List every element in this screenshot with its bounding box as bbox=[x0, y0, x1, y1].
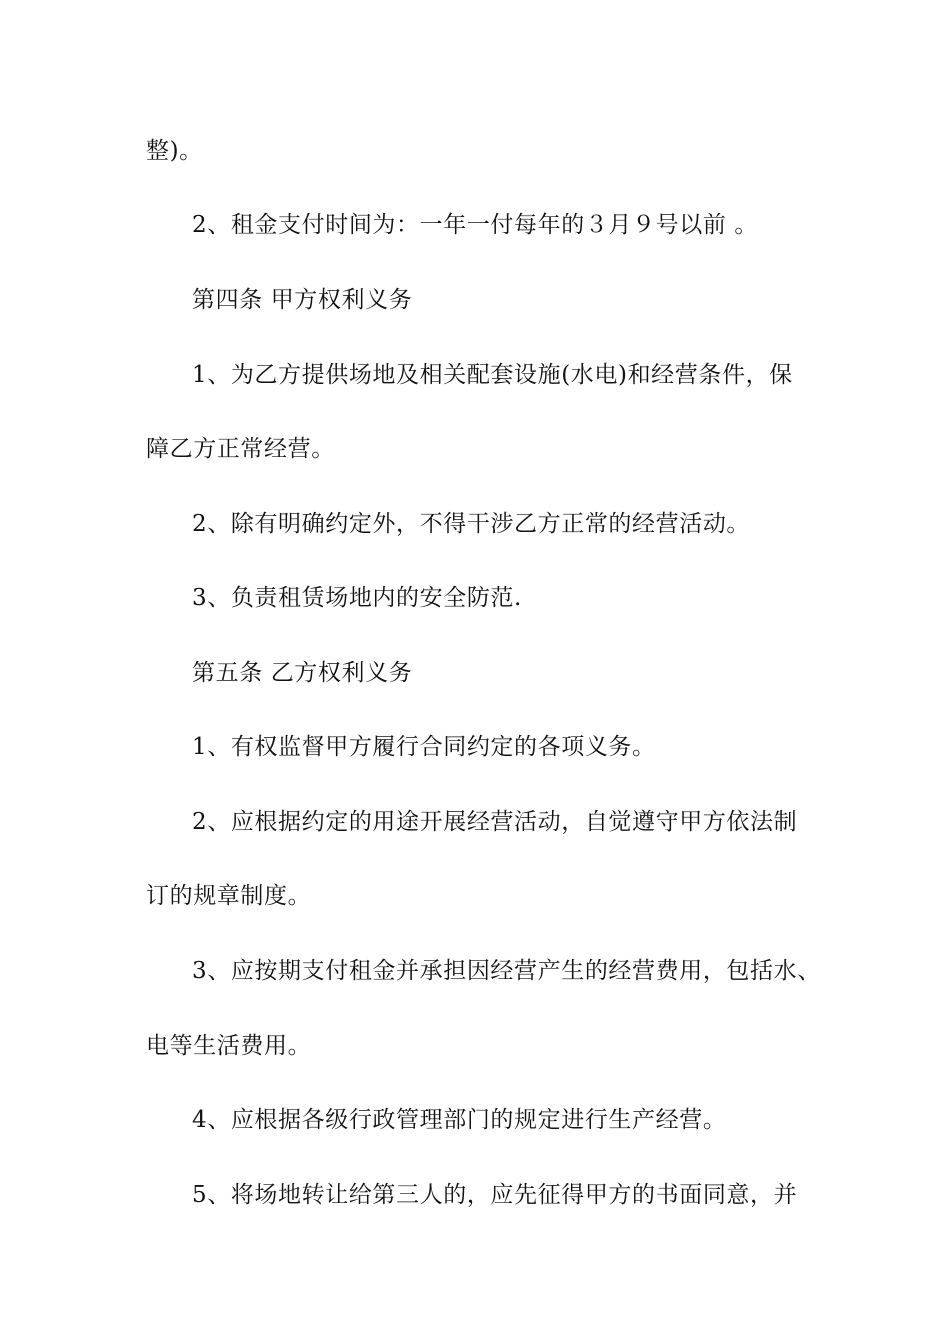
text-line-10: 2、应根据约定的用途开展经营活动，自觉遵守甲方依法制 bbox=[192, 809, 798, 835]
text-line-1: 整)。 bbox=[146, 138, 203, 164]
section-heading-5: 第五条 乙方权利义务 bbox=[192, 660, 413, 686]
text-line-11: 订的规章制度。 bbox=[146, 883, 312, 909]
text-line-13: 电等生活费用。 bbox=[146, 1033, 312, 1059]
text-line-7: 3、负责租赁场地内的安全防范. bbox=[192, 585, 522, 611]
section-heading-4: 第四条 甲方权利义务 bbox=[192, 287, 413, 313]
text-line-15: 5、将场地转让给第三人的，应先征得甲方的书面同意，并 bbox=[192, 1182, 798, 1208]
text-line-5: 障乙方正常经营。 bbox=[146, 436, 335, 462]
text-line-12: 3、应按期支付租金并承担因经营产生的经营费用，包括水、 bbox=[192, 958, 821, 984]
text-line-2: 2、租金支付时间为：一年一付每年的３月９号以前 。 bbox=[192, 212, 758, 238]
text-line-4: 1、为乙方提供场地及相关配套设施(水电)和经营条件，保 bbox=[192, 362, 793, 388]
text-line-9: 1、有权监督甲方履行合同约定的各项义务。 bbox=[192, 734, 656, 760]
text-line-14: 4、应根据各级行政管理部门的规定进行生产经营。 bbox=[192, 1107, 727, 1133]
text-line-6: 2、除有明确约定外，不得干涉乙方正常的经营活动。 bbox=[192, 511, 751, 537]
